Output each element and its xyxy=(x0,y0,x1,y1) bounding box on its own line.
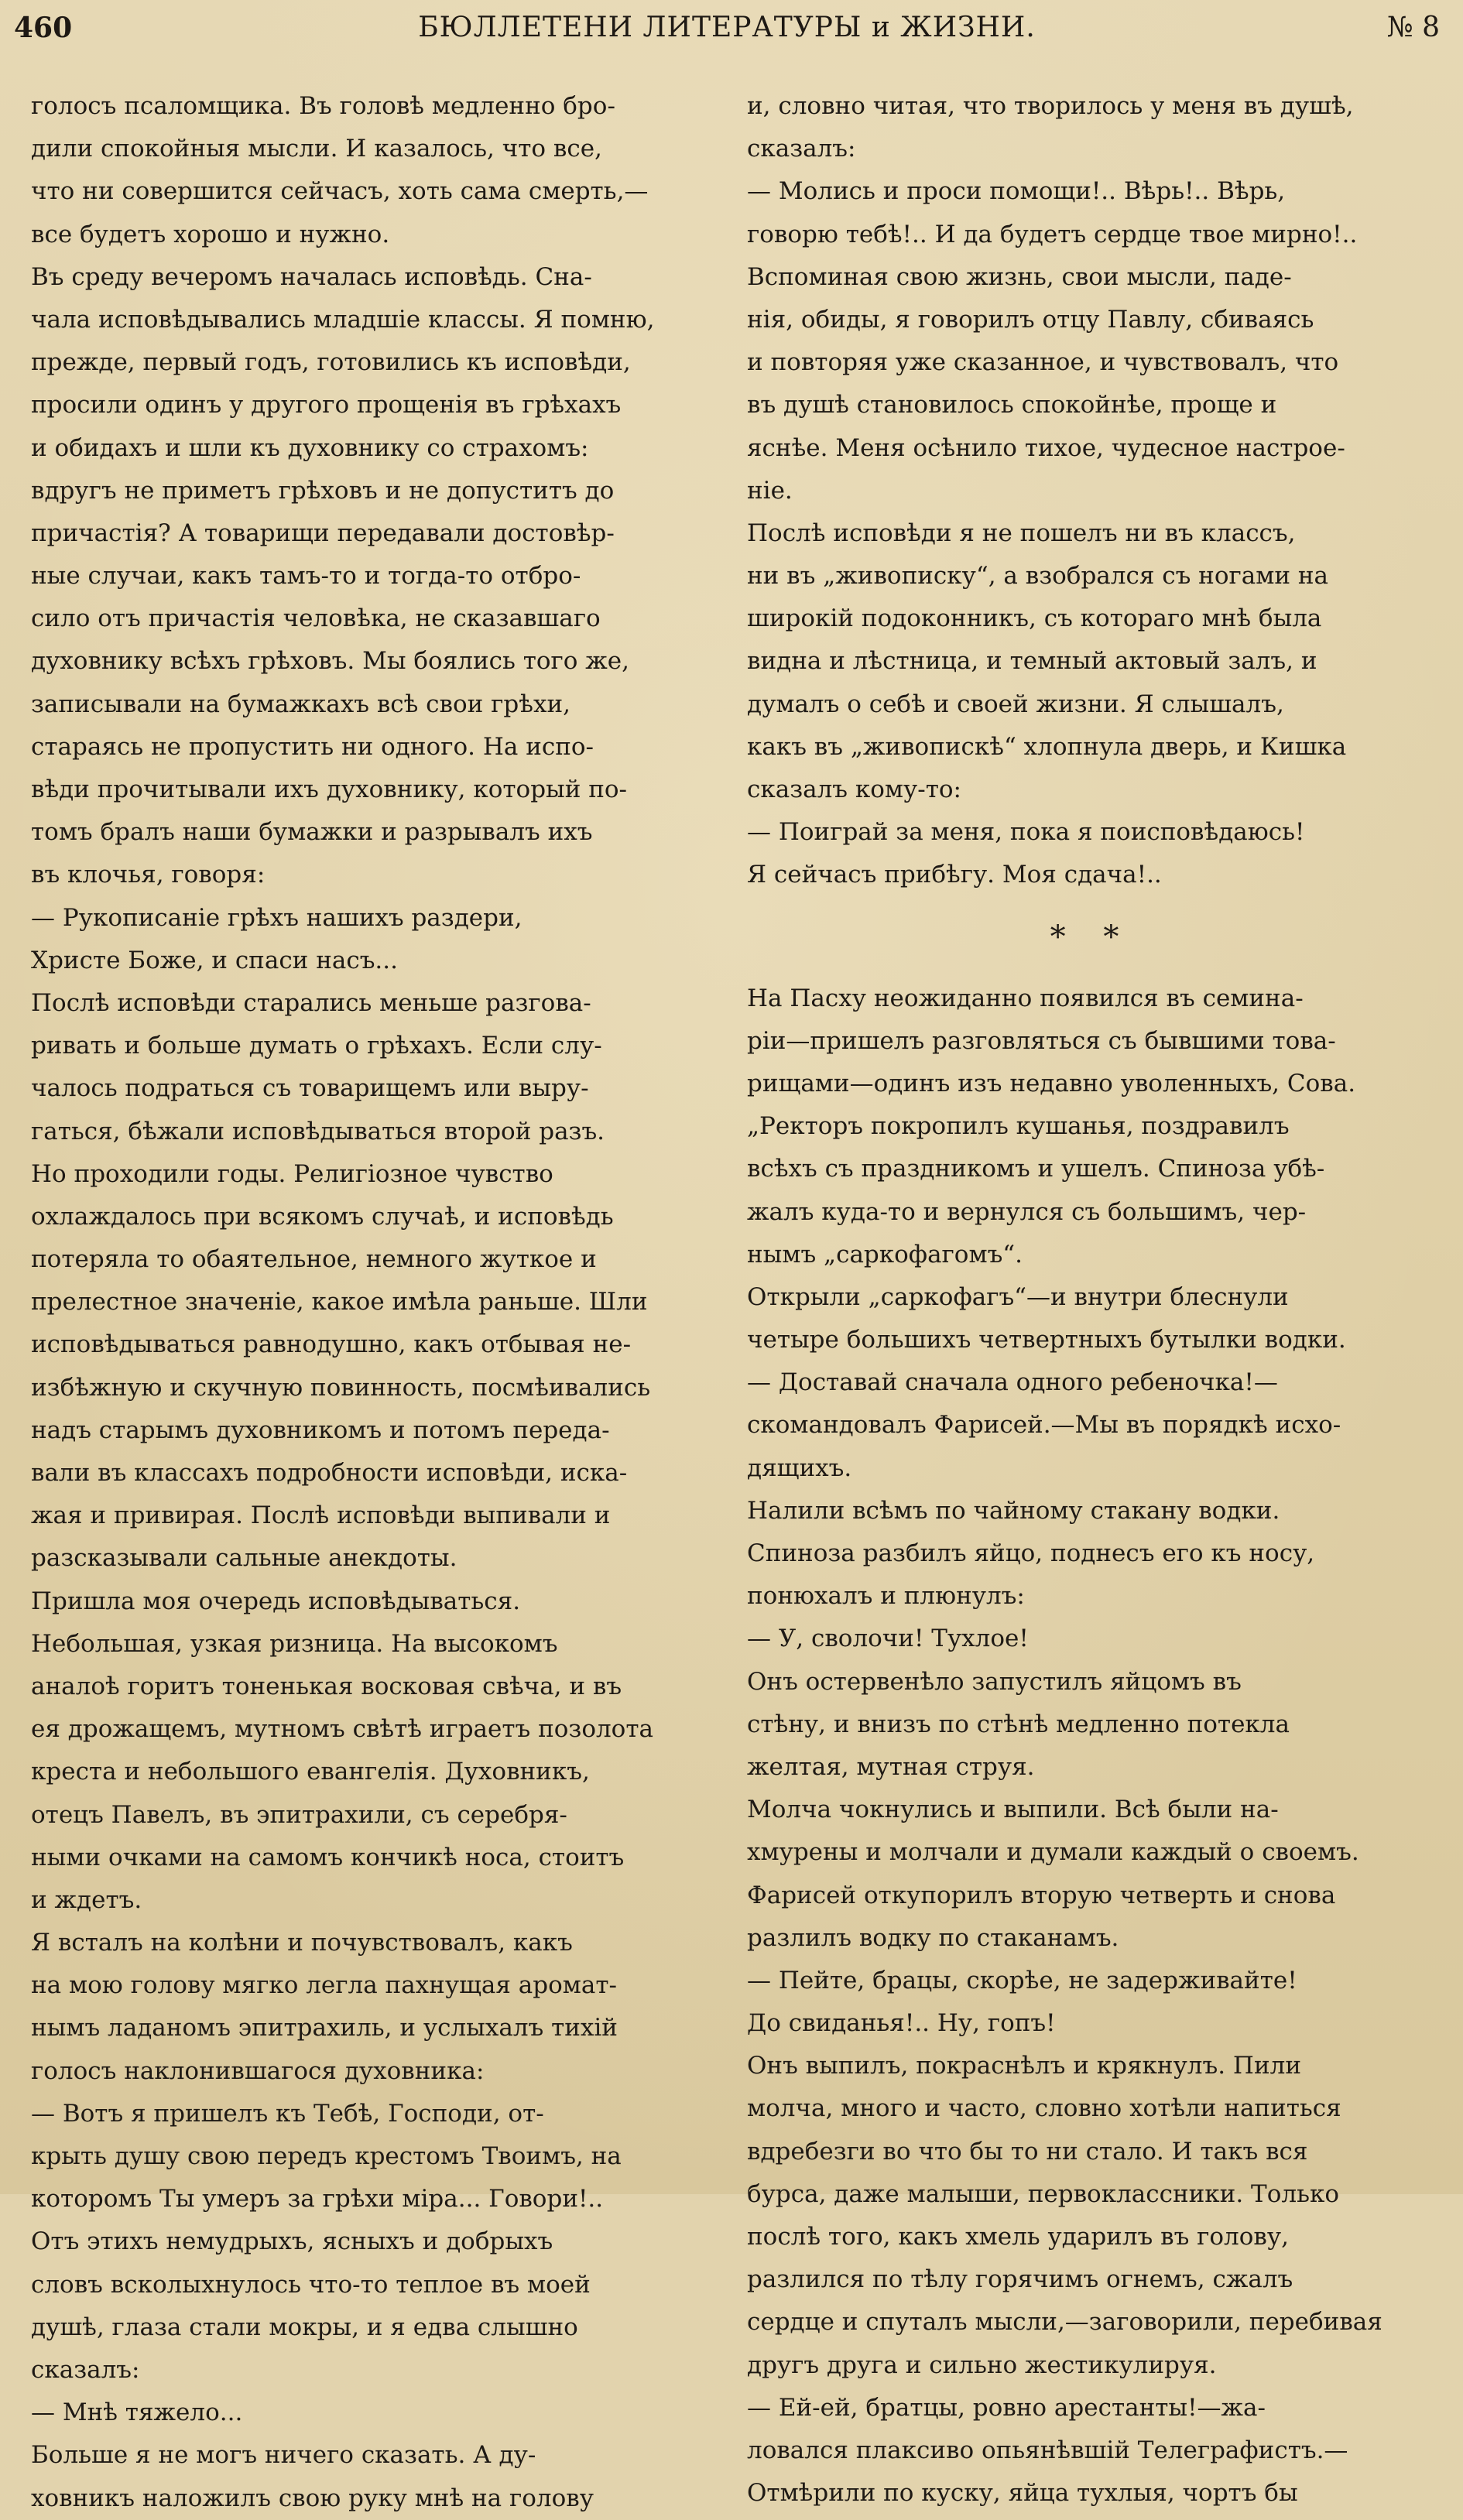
text-line: и повторяя уже сказанное, и чувствовалъ, что xyxy=(747,348,1339,377)
text-line: Налили всѣмъ по чайному стакану водки. xyxy=(747,1496,1280,1525)
text-line: гаться, бѣжали исповѣдываться второй разъ. xyxy=(31,1117,605,1145)
text-line: яснѣе. Меня осѣнило тихое, чудесное настрое- xyxy=(747,433,1345,462)
text-line: просили одинъ у другого прощенія въ грѣхахъ xyxy=(31,391,622,419)
text-line: Онъ остервенѣло запустилъ яйцомъ въ xyxy=(747,1667,1242,1696)
text-line: на мою голову мягко легла пахнущая аромат- xyxy=(31,1971,617,2000)
text-line: Фарисей откупорилъ вторую четверть и снова xyxy=(747,1881,1336,1909)
text-line: рищами—одинъ изъ недавно уволенныхъ, Сова. xyxy=(747,1069,1356,1097)
text-line: ни въ „живописку“, а взобрался съ ногами на xyxy=(747,562,1328,591)
text-line: — Рукописаніе грѣхъ нашихъ раздери, xyxy=(31,903,522,932)
text-line: — Поиграй за меня, пока я поисповѣдаюсь! xyxy=(747,818,1305,847)
text-line: нія, обиды, я говорилъ отцу Павлу, сбиваясь xyxy=(747,305,1314,334)
text-line: и обидахъ и шли къ духовнику со страхомъ: xyxy=(31,433,589,462)
text-line: сило отъ причастія человѣка, не сказавшаго xyxy=(31,604,601,633)
text-line: ными очками на самомъ кончикѣ носа, стоитъ xyxy=(31,1843,625,1871)
text-line: стѣну, и внизъ по стѣнѣ медленно потекла xyxy=(747,1710,1290,1738)
text-line: охлаждалось при всякомъ случаѣ, и исповѣдь xyxy=(31,1202,614,1231)
text-line: избѣжную и скучную повинность, посмѣивались xyxy=(31,1373,651,1402)
text-line: томъ бралъ наши бумажки и разрывалъ ихъ xyxy=(31,818,593,847)
text-line: послѣ того, какъ хмель ударилъ въ голову, xyxy=(747,2223,1289,2251)
text-line: На Пасху неожиданно появился въ семина- xyxy=(747,984,1304,1012)
text-line: Пришла моя очередь исповѣдываться. xyxy=(31,1587,521,1615)
section-separator: * * xyxy=(1050,919,1133,955)
text-line: думалъ о себѣ и своей жизни. Я слышалъ, xyxy=(747,690,1284,718)
right-column xyxy=(747,85,1436,2508)
text-line: Открыли „саркофагъ“—и внутри блеснули xyxy=(747,1282,1289,1311)
text-line: голосъ наклонившагося духовника: xyxy=(31,2056,485,2085)
text-line: Послѣ исповѣди старались меньше разгова- xyxy=(31,988,591,1017)
text-line: широкій подоконникъ, съ котораго мнѣ была xyxy=(747,604,1322,633)
text-line: — Пейте, брацы, скорѣе, не задерживайте! xyxy=(747,1966,1297,1994)
text-line: и, словно читая, что творилось у меня въ душѣ, xyxy=(747,92,1354,120)
text-line: жалъ куда-то и вернулся съ большимъ, чер- xyxy=(747,1197,1307,1226)
text-line: Спиноза разбилъ яйцо, поднесъ его къ носу, xyxy=(747,1539,1315,1567)
text-line: сердце и спуталъ мысли,—заговорили, перебивая xyxy=(747,2308,1382,2337)
text-line: ея дрожащемъ, мутномъ свѣтѣ играетъ позолота xyxy=(31,1715,653,1744)
text-line: — Мнѣ тяжело... xyxy=(31,2398,243,2427)
text-line: сказалъ: xyxy=(31,2355,140,2384)
text-line: понюхалъ и плюнулъ: xyxy=(747,1582,1025,1611)
text-line: потеряла то обаятельное, немного жуткое и xyxy=(31,1245,597,1274)
text-line: Больше я не могъ ничего сказать. А ду- xyxy=(31,2441,536,2470)
text-line: душѣ, глаза стали мокры, и я едва слышно xyxy=(31,2313,578,2341)
text-line: разлилъ водку по стаканамъ. xyxy=(747,1923,1119,1952)
text-line: скомандовалъ Фарисей.—Мы въ порядкѣ исхо- xyxy=(747,1411,1341,1440)
text-line: нымъ „саркофагомъ“. xyxy=(747,1240,1023,1269)
text-line: другъ друга и сильно жестикулируя. xyxy=(747,2351,1217,2379)
text-line: Отмѣрили по куску, яйца тухлыя, чортъ бы xyxy=(747,2479,1298,2508)
text-line: дили спокойныя мысли. И казалось, что все, xyxy=(31,135,602,163)
text-line: которомъ Ты умеръ за грѣхи міра... Говори!.. xyxy=(31,2185,604,2214)
text-line: сказалъ: xyxy=(747,135,856,163)
text-line: креста и небольшого евангелія. Духовникъ, xyxy=(31,1758,590,1786)
journal-title: БЮЛЛЕТЕНИ ЛИТЕРАТУРЫ и ЖИЗНИ. xyxy=(418,12,1036,43)
text-line: Но проходили годы. Религіозное чувство xyxy=(31,1159,553,1188)
text-line: крыть душу свою передъ крестомъ Твоимъ, на xyxy=(31,2142,622,2170)
text-line: — Вотъ я пришелъ къ Тебѣ, Господи, от- xyxy=(31,2099,544,2128)
text-line: Онъ выпилъ, покраснѣлъ и крякнулъ. Пили xyxy=(747,2052,1301,2080)
text-line: какъ въ „живопискѣ“ хлопнула дверь, и Кишка xyxy=(747,732,1347,761)
text-line: ніе. xyxy=(747,476,793,505)
text-line: причастія? А товарищи передавали достовѣр- xyxy=(31,519,615,547)
text-line: желтая, мутная струя. xyxy=(747,1752,1035,1781)
text-line: аналоѣ горитъ тоненькая восковая свѣча, и въ xyxy=(31,1672,622,1700)
right-column-top xyxy=(747,85,1436,897)
text-line: ріи—пришелъ разговляться съ бывшими това- xyxy=(747,1026,1336,1055)
text-line: записывали на бумажкахъ всѣ свои грѣхи, xyxy=(31,690,570,718)
right-column-bottom xyxy=(747,978,1436,2515)
text-line: Я сейчасъ прибѣгу. Моя сдача!.. xyxy=(747,861,1162,889)
text-line: четыре большихъ четвертныхъ бутылки водки. xyxy=(747,1326,1346,1354)
page-number: 460 xyxy=(14,12,73,44)
text-line: вдребезги во что бы то ни стало. И такъ вся xyxy=(747,2137,1308,2166)
text-line: духовнику всѣхъ грѣховъ. Мы боялись того же, xyxy=(31,647,629,676)
text-line: Небольшая, узкая ризница. На высокомъ xyxy=(31,1629,558,1658)
text-line: вали въ классахъ подробности исповѣди, иска- xyxy=(31,1459,628,1487)
text-line: вдругъ не приметъ грѣховъ и не допуститъ до xyxy=(31,476,615,505)
text-line: Отъ этихъ немудрыхъ, ясныхъ и добрыхъ xyxy=(31,2227,553,2256)
text-line: разсказывали сальные анекдоты. xyxy=(31,1544,457,1573)
text-line: — Доставай сначала одного ребеночка!— xyxy=(747,1368,1278,1397)
text-line: все будетъ хорошо и нужно. xyxy=(31,220,390,248)
text-line: всѣхъ съ праздникомъ и ушелъ. Спиноза убѣ- xyxy=(747,1155,1325,1183)
text-line: стараясь не пропустить ни одного. На испо- xyxy=(31,732,594,761)
text-line: ловался плаксиво опьянѣвшій Телеграфистъ.— xyxy=(747,2436,1348,2464)
text-line: голосъ псаломщика. Въ головѣ медленно бро- xyxy=(31,92,615,120)
text-line: — У, сволочи! Тухлое! xyxy=(747,1625,1029,1653)
text-line: въ душѣ становилось спокойнѣе, проще и xyxy=(747,391,1277,419)
text-line: ховникъ наложилъ свою руку мнѣ на голову xyxy=(31,2484,594,2512)
text-line: и ждетъ. xyxy=(31,1885,142,1914)
text-line: До свиданья!.. Ну, гопъ! xyxy=(747,2009,1056,2038)
text-line: разлился по тѣлу горячимъ огнемъ, сжалъ xyxy=(747,2265,1293,2294)
text-line: дящихъ. xyxy=(747,1453,852,1482)
text-line: Я всталъ на колѣни и почувствовалъ, какъ xyxy=(31,1929,573,1957)
running-head xyxy=(14,6,1440,50)
text-line: молча, много и часто, словно хотѣли напиться xyxy=(747,2094,1341,2123)
left-column xyxy=(31,85,720,2512)
text-line: жая и привирая. Послѣ исповѣди выпивали и xyxy=(31,1501,611,1530)
text-line: нымъ ладаномъ эпитрахиль, и услыхалъ тихій xyxy=(31,2014,618,2042)
text-line: хмурены и молчали и думали каждый о своемъ. xyxy=(747,1838,1359,1867)
issue-number: № 8 xyxy=(1386,12,1440,43)
text-line: ривать и больше думать о грѣхахъ. Если слу- xyxy=(31,1032,602,1060)
text-line: — Молись и проси помощи!.. Вѣрь!.. Вѣрь, xyxy=(747,177,1286,206)
text-line: бурса, даже малыши, первоклассники. Только xyxy=(747,2179,1339,2208)
text-line: „Ректоръ покропилъ кушанья, поздравилъ xyxy=(747,1112,1290,1141)
text-line: исповѣдываться равнодушно, какъ отбывая не- xyxy=(31,1330,632,1359)
text-line: прежде, первый годъ, готовились къ исповѣди, xyxy=(31,348,631,377)
text-columns xyxy=(31,85,1440,2512)
text-line: ные случаи, какъ тамъ-то и тогда-то отбро- xyxy=(31,562,581,591)
text-line: — Ей-ей, братцы, ровно арестанты!—жа- xyxy=(747,2393,1266,2422)
text-line: прелестное значеніе, какое имѣла раньше. Шли xyxy=(31,1288,648,1316)
text-line: отецъ Павелъ, въ эпитрахили, съ серебря- xyxy=(31,1800,567,1829)
text-line: видна и лѣстница, и темный актовый залъ, и xyxy=(747,647,1317,676)
text-line: чала исповѣдывались младшіе классы. Я помню, xyxy=(31,305,655,334)
text-line: словъ всколыхнулось что-то теплое въ моей xyxy=(31,2270,591,2299)
text-line: въ клочья, говоря: xyxy=(31,861,266,889)
text-line: говорю тебѣ!.. И да будетъ сердце твое мирно!.. xyxy=(747,220,1358,248)
text-line: чалось подраться съ товарищемъ или выру- xyxy=(31,1074,589,1103)
text-line: Молча чокнулись и выпили. Всѣ были на- xyxy=(747,1796,1279,1824)
text-line: Вспоминая свою жизнь, свои мысли, паде- xyxy=(747,262,1292,291)
text-line: Послѣ исповѣди я не пошелъ ни въ классъ, xyxy=(747,519,1296,547)
text-line: надъ старымъ духовникомъ и потомъ переда- xyxy=(31,1416,610,1444)
text-line: Христе Боже, и спаси насъ... xyxy=(31,946,398,974)
text-line: Въ среду вечеромъ началась исповѣдь. Сна- xyxy=(31,262,592,291)
text-line: сказалъ кому-то: xyxy=(747,776,962,803)
text-line: что ни совершится сейчасъ, хоть сама смерть,— xyxy=(31,177,649,206)
text-line: вѣди прочитывали ихъ духовнику, который по- xyxy=(31,776,628,803)
